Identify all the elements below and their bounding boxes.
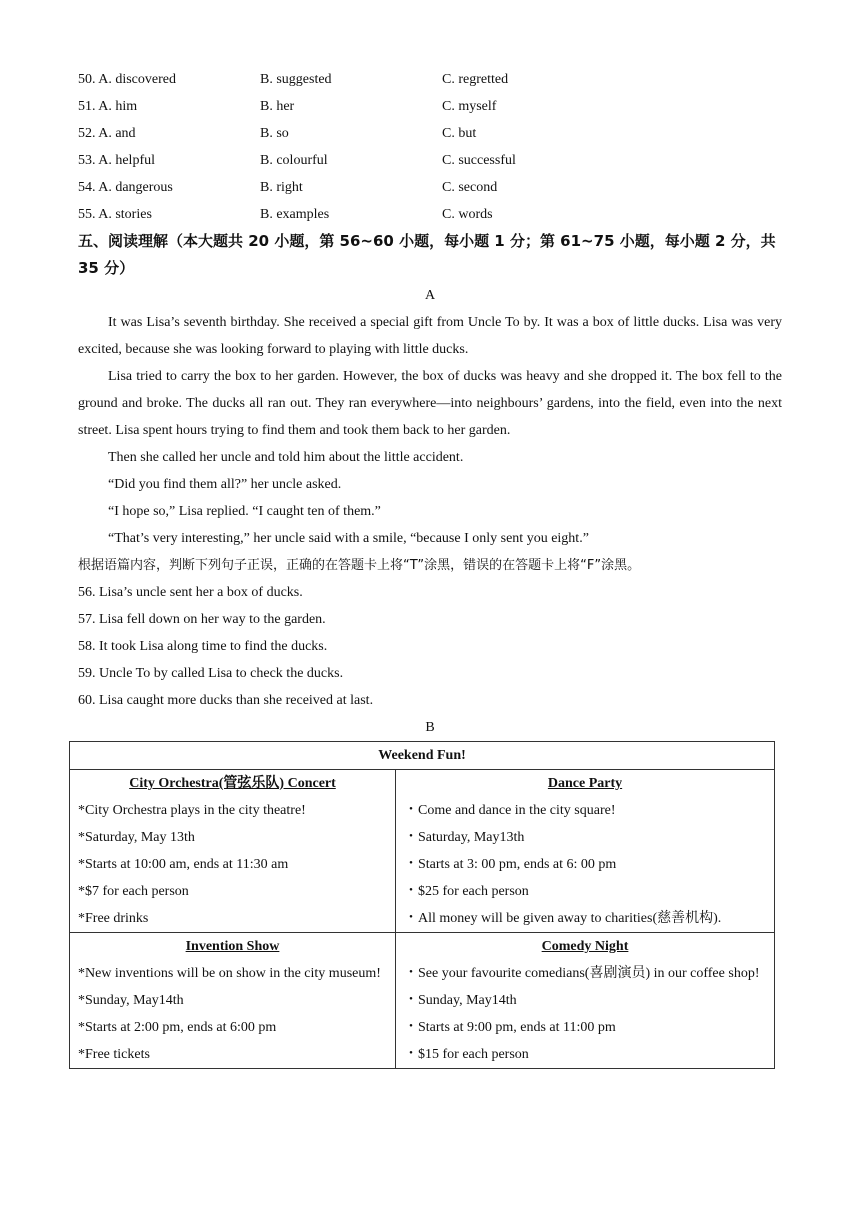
passage-a-paragraph-4: “Did you find them all?” her uncle asked. bbox=[108, 477, 342, 492]
comedy-line: ・ Starts at 9:00 pm, ends at 11:00 pm bbox=[404, 1014, 766, 1041]
dance-line: ・ All money will be given away to charities(慈善机构). bbox=[404, 905, 766, 932]
option-b: B. her bbox=[260, 99, 295, 114]
dance-line: ・ Come and dance in the city square! bbox=[404, 797, 766, 824]
comedy-title: Comedy Night bbox=[541, 939, 629, 954]
dance-title: Dance Party bbox=[547, 776, 623, 791]
comedy-line: ・ See your favourite comedians(喜剧演员) in our coffee shop! bbox=[404, 960, 766, 987]
option-b: B. colourful bbox=[260, 153, 328, 168]
passage-a-paragraph-3: Then she called her uncle and told him about the little accident. bbox=[108, 450, 464, 465]
invention-line: *Free tickets bbox=[78, 1047, 150, 1062]
option-c: C. second bbox=[442, 180, 498, 195]
passage-a-paragraph-5: “I hope so,” Lisa replied. “I caught ten of them.” bbox=[108, 504, 381, 519]
passage-label-a: A bbox=[424, 288, 436, 303]
invention-line: *Starts at 2:00 pm, ends at 6:00 pm bbox=[78, 1020, 277, 1035]
invention-title: Invention Show bbox=[185, 939, 280, 954]
option-a: 50. A. discovered bbox=[78, 72, 176, 87]
option-c: C. words bbox=[442, 207, 493, 222]
passage-a-paragraph-2: Lisa tried to carry the box to her garden. However, the box of ducks was heavy and she dropped it. The box fell to the ground and broke. The ducks all ran out. They ran everywhere—into neighbours’ gardens, into the field, even into the next street. Lisa spent hours trying to find them and took them back to her garden. bbox=[78, 369, 782, 438]
option-b: B. so bbox=[260, 126, 289, 141]
orchestra-title: City Orchestra(管弦乐队) Concert bbox=[129, 776, 336, 791]
passage-a-paragraph-1: It was Lisa’s seventh birthday. She received a special gift from Uncle To by. It was a box of little ducks. Lisa was very excited, because she was looking forward to playing with little ducks. bbox=[78, 315, 782, 357]
weekend-fun-table bbox=[69, 741, 775, 1069]
option-c: C. myself bbox=[442, 99, 497, 114]
option-c: C. but bbox=[442, 126, 477, 141]
option-c: C. successful bbox=[442, 153, 516, 168]
dance-line: ・ $25 for each person bbox=[404, 878, 766, 905]
question-58: 58. It took Lisa along time to find the ducks. bbox=[78, 639, 328, 654]
passage-a-paragraph-6: “That’s very interesting,” her uncle said with a smile, “because I only sent you eight.” bbox=[108, 531, 589, 546]
option-b: B. suggested bbox=[260, 72, 332, 87]
invention-line: *Sunday, May14th bbox=[78, 993, 184, 1008]
orchestra-line: *$7 for each person bbox=[78, 884, 189, 899]
orchestra-line: *City Orchestra plays in the city theatre! bbox=[78, 803, 306, 818]
orchestra-cell bbox=[70, 770, 396, 933]
comedy-line: ・ $15 for each person bbox=[404, 1041, 766, 1068]
question-59: 59. Uncle To by called Lisa to check the ducks. bbox=[78, 666, 344, 681]
option-a: 51. A. him bbox=[78, 99, 138, 114]
invention-cell bbox=[70, 933, 396, 1069]
dance-line: ・ Starts at 3: 00 pm, ends at 6: 00 pm bbox=[404, 851, 766, 878]
orchestra-line: *Saturday, May 13th bbox=[78, 830, 195, 845]
dance-cell bbox=[396, 770, 775, 933]
comedy-cell bbox=[396, 933, 775, 1069]
option-a: 52. A. and bbox=[78, 126, 136, 141]
option-a: 55. A. stories bbox=[78, 207, 152, 222]
option-a: 53. A. helpful bbox=[78, 153, 155, 168]
invention-line: *New inventions will be on show in the city museum! bbox=[78, 966, 381, 981]
instruction-text: 根据语篇内容，判断下列句子正误，正确的在答题卡上将“T”涂黑，错误的在答题卡上将“F”涂黑。 bbox=[78, 558, 641, 573]
option-b: B. right bbox=[260, 180, 303, 195]
table-title: Weekend Fun! bbox=[70, 742, 775, 770]
question-56: 56. Lisa’s uncle sent her a box of ducks. bbox=[78, 585, 303, 600]
question-60: 60. Lisa caught more ducks than she received at last. bbox=[78, 693, 374, 708]
passage-label-b: B bbox=[425, 720, 435, 735]
question-57: 57. Lisa fell down on her way to the garden. bbox=[78, 612, 326, 627]
orchestra-line: *Starts at 10:00 am, ends at 11:30 am bbox=[78, 857, 289, 872]
option-c: C. regretted bbox=[442, 72, 509, 87]
option-b: B. examples bbox=[260, 207, 330, 222]
section-heading: 五、阅读理解（本大题共 20 小题，第 56~60 小题，每小题 1 分；第 61~75 小题，每小题 2 分，共 35 分） bbox=[78, 232, 776, 277]
option-a: 54. A. dangerous bbox=[78, 180, 173, 195]
orchestra-line: *Free drinks bbox=[78, 911, 149, 926]
dance-line: ・ Saturday, May13th bbox=[404, 824, 766, 851]
comedy-line: ・ Sunday, May14th bbox=[404, 987, 766, 1014]
